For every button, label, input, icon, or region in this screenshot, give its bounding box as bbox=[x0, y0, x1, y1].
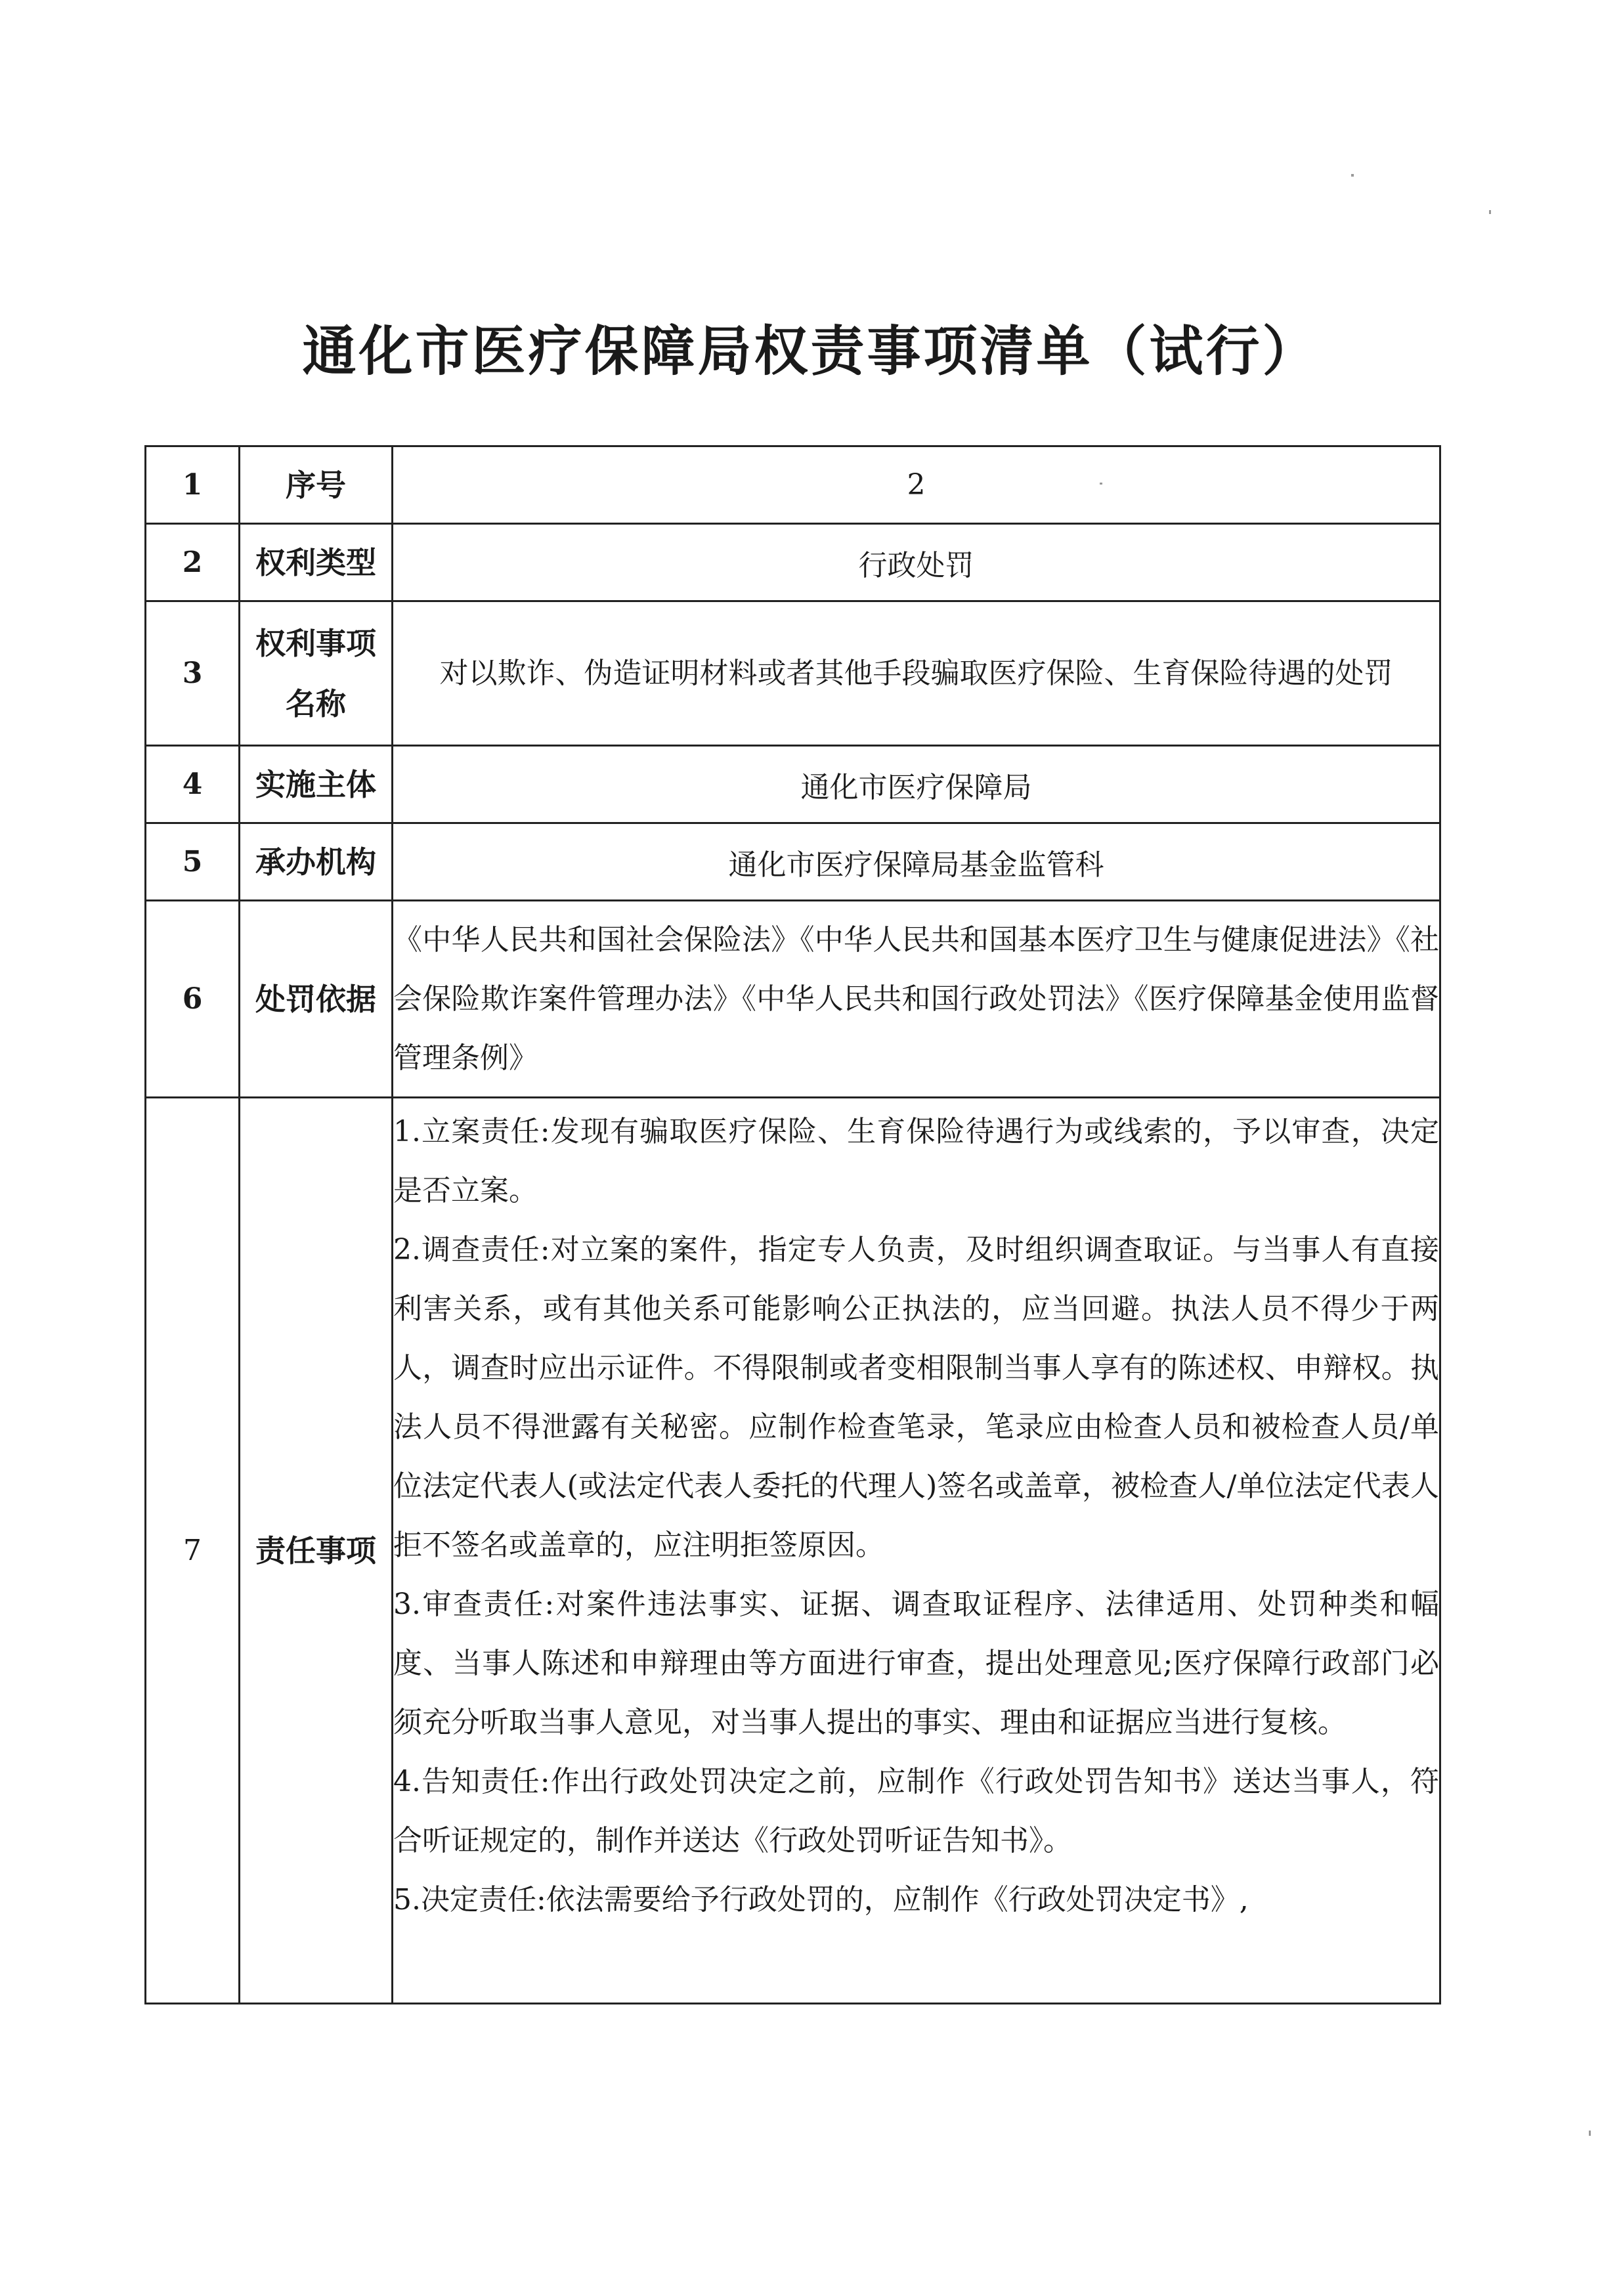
page-title: 通化市医疗保障局权责事项清单（试行） bbox=[302, 320, 1319, 383]
responsibility-item: 3.审查责任:对案件违法事实、证据、调查取证程序、法律适用、处罚种类和幅度、当事人陈述和申辩理由等方面进行审查，提出处理意见;医疗保障行政部门必须充分听取当事人意见，对当事人提出的事实、理由和证据应当进行复核。 bbox=[393, 1588, 1439, 1739]
responsibility-item: 4.告知责任:作出行政处罚决定之前，应制作《行政处罚告知书》送达当事人，符合听证规定的，制作并送达《行政处罚听证告知书》。 bbox=[393, 1765, 1439, 1857]
scan-speck bbox=[1351, 174, 1354, 177]
row-number: 1 bbox=[146, 446, 240, 524]
responsibility-item: 1.立案责任:发现有骗取医疗保险、生育保险待遇行为或线索的，予以审查，决定是否立案。 bbox=[393, 1115, 1439, 1207]
row-label: 实施主体 bbox=[240, 746, 393, 823]
row-number: 2 bbox=[146, 524, 240, 601]
table-row bbox=[146, 446, 1440, 524]
row-label: 权利事项名称 bbox=[240, 601, 393, 746]
table-row bbox=[146, 601, 1440, 746]
table-row bbox=[146, 524, 1440, 601]
row-label: 权利类型 bbox=[240, 524, 393, 601]
row-label: 处罚依据 bbox=[240, 901, 393, 1098]
table-row bbox=[146, 901, 1440, 1098]
row-label: 序号 bbox=[240, 446, 393, 524]
row-number: 5 bbox=[146, 823, 240, 901]
row-value: 通化市医疗保障局 bbox=[393, 746, 1440, 823]
row-value: 通化市医疗保障局基金监管科 bbox=[393, 823, 1440, 901]
scan-speck bbox=[1589, 2131, 1591, 2136]
row-value: 2 bbox=[393, 446, 1440, 524]
row-number: 4 bbox=[146, 746, 240, 823]
row-value: 行政处罚 bbox=[393, 524, 1440, 601]
scan-speck bbox=[1489, 210, 1491, 214]
responsibility-item: 2.调查责任:对立案的案件，指定专人负责，及时组织调查取证。与当事人有直接利害关系，或有其他关系可能影响公正执法的，应当回避。执法人员不得少于两人，调查时应出示证件。不得限制或者变相限制当事人享有的陈述权、申辩权。执法人员不得泄露有关秘密。应制作检查笔录，笔录应由检查人员和被检查人员/单位法定代表人(或法定代表人委托的代理人)签名或盖章，被检查人/单位法定代表人拒不签名或盖章的，应注明拒签原因。 bbox=[393, 1233, 1439, 1562]
row-value: 《中华人民共和国社会保险法》《中华人民共和国基本医疗卫生与健康促进法》《社会保险欺诈案件管理办法》《中华人民共和国行政处罚法》《医疗保障基金使用监督管理条例》 bbox=[393, 901, 1440, 1098]
row-number: 7 bbox=[146, 1098, 240, 2004]
responsibility-table bbox=[144, 445, 1441, 2004]
row-number: 3 bbox=[146, 601, 240, 746]
table-row bbox=[146, 746, 1440, 823]
responsibility-item: 5.决定责任:依法需要给予行政处罚的，应制作《行政处罚决定书》, bbox=[393, 1883, 1249, 1917]
row-value bbox=[393, 1098, 1440, 2004]
row-value: 对以欺诈、伪造证明材料或者其他手段骗取医疗保险、生育保险待遇的处罚 bbox=[393, 601, 1440, 746]
table-row bbox=[146, 1098, 1440, 2004]
row-number: 6 bbox=[146, 901, 240, 1098]
scan-speck bbox=[1100, 483, 1102, 485]
row-label: 承办机构 bbox=[240, 823, 393, 901]
table-row bbox=[146, 823, 1440, 901]
row-label: 责任事项 bbox=[240, 1098, 393, 2004]
